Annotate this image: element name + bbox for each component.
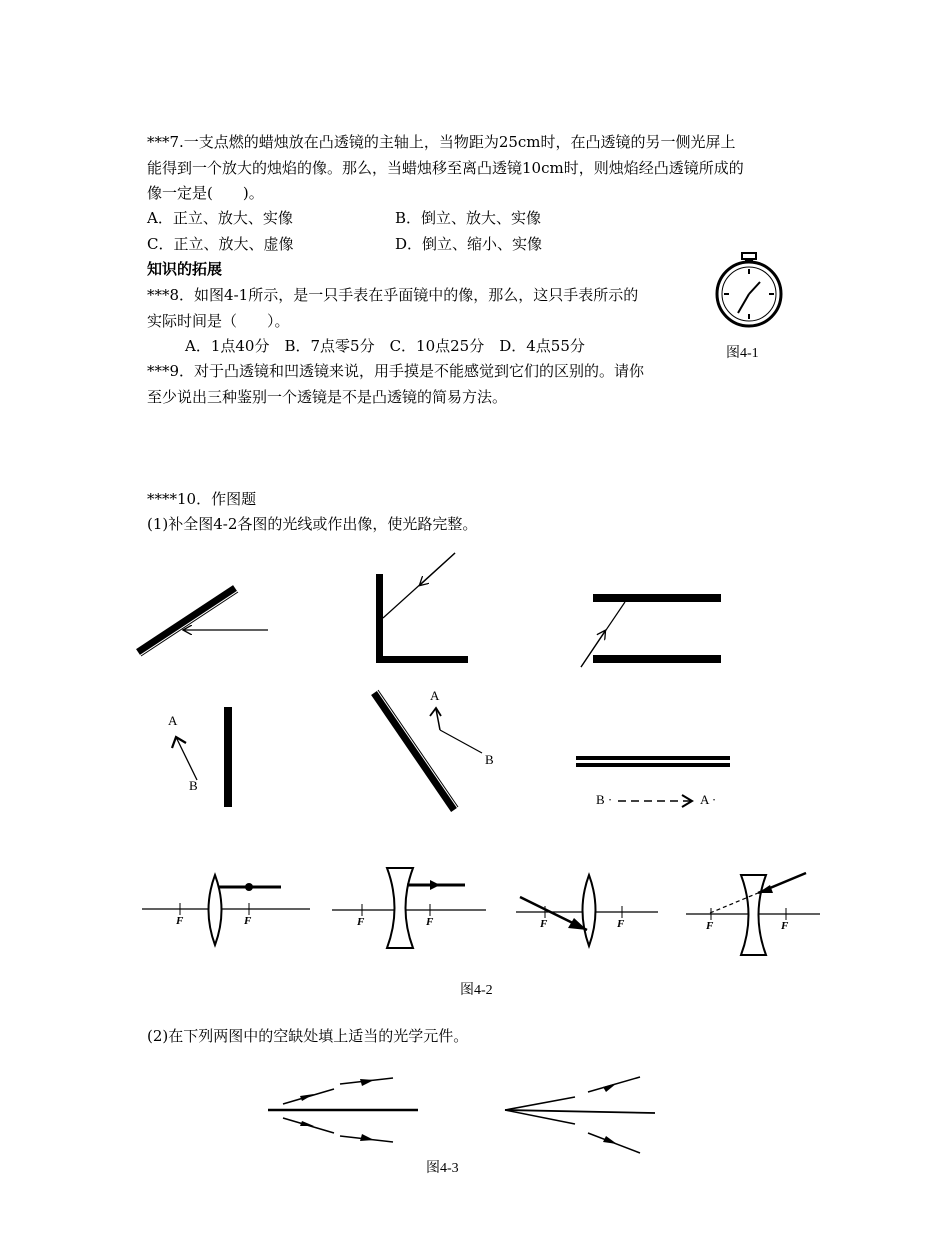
label-f: F: [781, 920, 789, 932]
optics-blank-diagram-2: [505, 1077, 655, 1153]
q9-line1: ***9．对于凸透镜和凹透镜来说，用手摸是不能感觉到它们的区别的。请你: [147, 362, 645, 380]
figure-4-1-caption: 图4-1: [726, 346, 759, 361]
mirror-diagram-1: [138, 588, 268, 656]
q7-option-d: D．倒立、缩小、实像: [395, 235, 543, 253]
q7-option-a: A．正立、放大、实像: [147, 209, 293, 227]
label-a: A: [430, 688, 440, 703]
q10-part2: (2)在下列两图中的空缺处填上适当的光学元件。: [147, 1027, 469, 1045]
q9-line2: 至少说出三种鉴别一个透镜是不是凸透镜的简易方法。: [147, 388, 508, 406]
label-a: A: [168, 713, 178, 728]
stopwatch-figure: [717, 253, 781, 326]
convex-lens-diagram-1: [142, 875, 310, 945]
corner-mirror-diagram: [376, 553, 468, 663]
concave-lens-diagram-1: [332, 868, 486, 948]
label-b: B: [189, 778, 198, 793]
mirror-object-diagram-1: [168, 707, 232, 807]
label-f: F: [540, 918, 548, 930]
mirror-object-diagram-2: [374, 688, 494, 810]
label-b: B: [485, 752, 494, 767]
convex-lens-diagram-2: [516, 875, 658, 946]
label-f: F: [426, 916, 434, 928]
q7-line1: ***7.一支点燃的蜡烛放在凸透镜的主轴上，当物距为25cm时，在凸透镜的另一侧光屏上: [147, 133, 736, 151]
figure-4-2-caption: 图4-2: [460, 983, 493, 998]
q10-part1: (1)补全图4-2各图的光线或作出像，使光路完整。: [147, 515, 478, 533]
q7-option-c: C．正立、放大、虚像: [147, 235, 294, 253]
q8-options: A．1点40分 B．7点零5分 C．10点25分 D．4点55分: [185, 337, 585, 355]
mirror-object-diagram-3: [576, 756, 730, 807]
q10-title: ****10．作图题: [147, 490, 257, 508]
optics-blank-diagram-1: [268, 1078, 418, 1142]
label-f: F: [176, 915, 184, 927]
label-f: F: [357, 916, 365, 928]
q7-line3: 像一定是( )。: [147, 184, 264, 202]
parallel-mirrors-diagram: [581, 594, 721, 667]
label-f: F: [706, 920, 714, 932]
q8-line2: 实际时间是（ ）。: [147, 312, 290, 330]
q7-option-b: B．倒立、放大、实像: [395, 209, 542, 227]
q7-line2: 能得到一个放大的烛焰的像。那么，当蜡烛移至离凸透镜10cm时，则烛焰经凸透镜所成的: [147, 159, 744, 177]
label-a-dot: A ·: [700, 792, 717, 807]
figure-4-3-caption: 图4-3: [426, 1161, 459, 1176]
concave-lens-diagram-2: [686, 873, 820, 955]
section-title: 知识的拓展: [147, 260, 223, 278]
label-b-dot: B ·: [596, 792, 613, 807]
q8-line1: ***8．如图4-1所示，是一只手表在乎面镜中的像，那么，这只手表所示的: [147, 286, 639, 304]
label-f: F: [244, 915, 252, 927]
label-f: F: [617, 918, 625, 930]
